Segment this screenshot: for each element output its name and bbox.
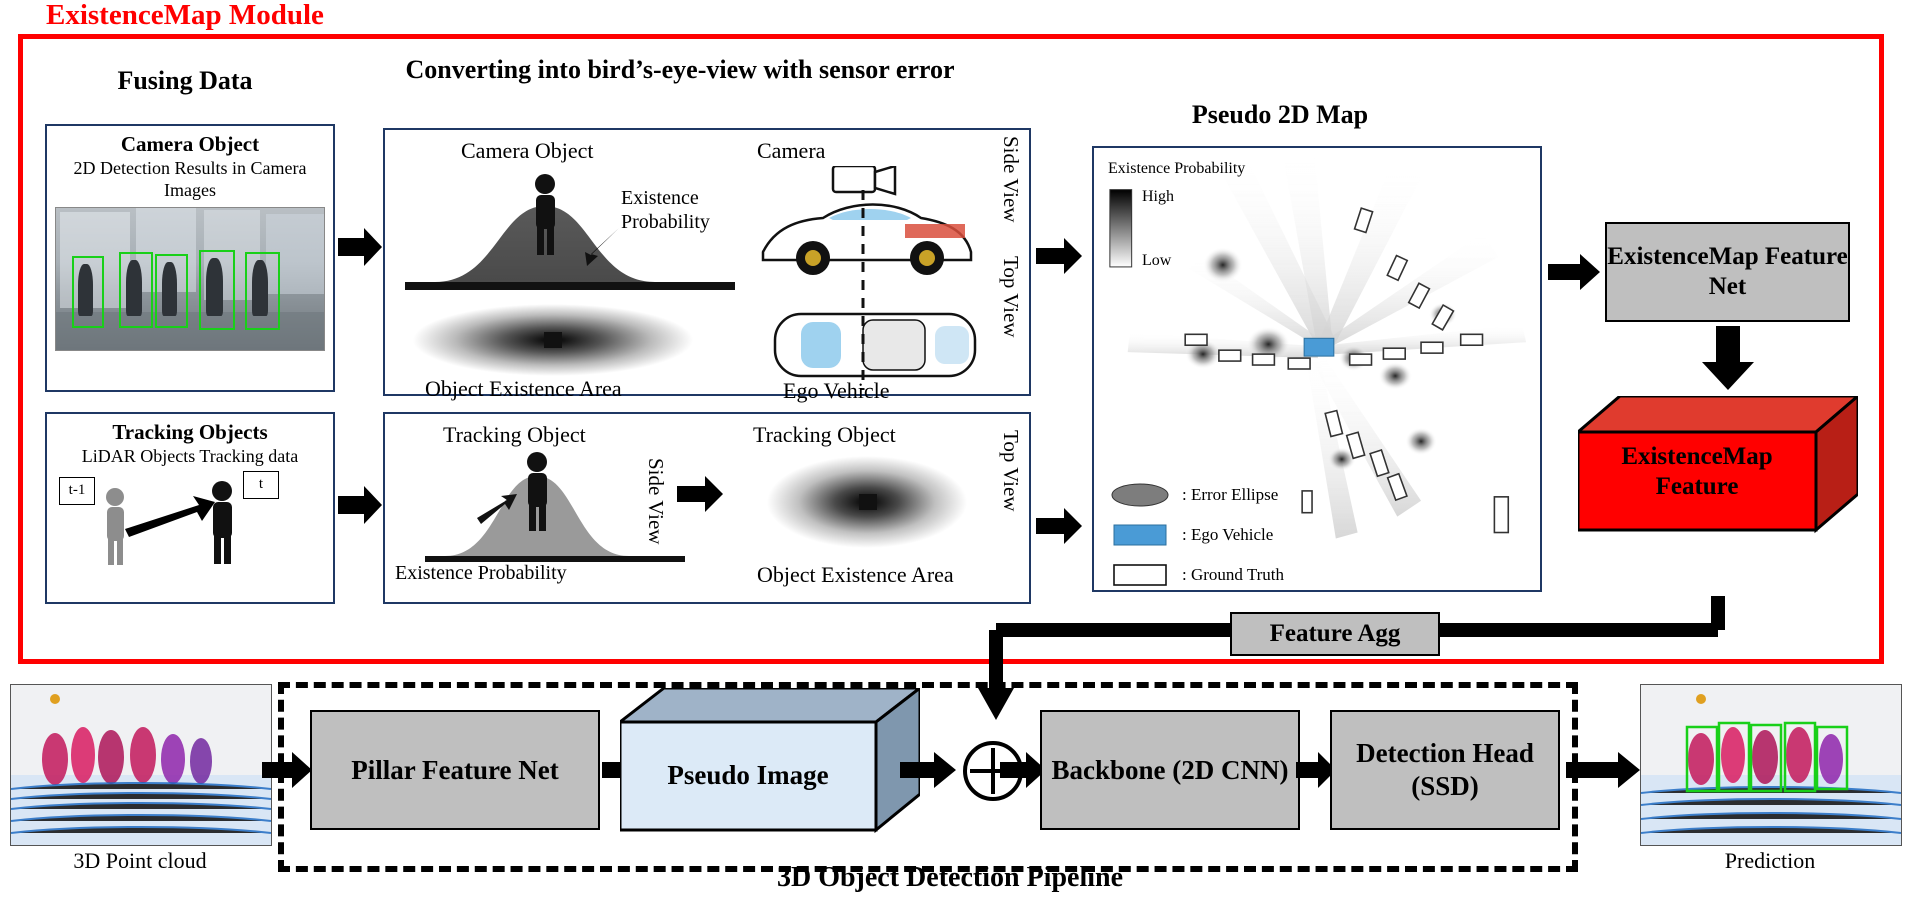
arrow-convert-bottom-to-map [1036,506,1082,546]
arrow-pointcloud-to-pillar [262,750,312,790]
side-view-label-bottom: Side View [644,458,668,545]
arrow-camera-to-convert [338,228,382,268]
prediction-caption: Prediction [1724,848,1816,873]
camera-object-subtitle: 2D Detection Results in Camera Images [73,158,307,200]
prediction-image [1640,684,1902,846]
colorbar-title: Existence Probability [1108,160,1246,177]
legend-error-ellipse-label: : Error Ellipse [1182,485,1279,504]
prediction-render [1641,685,1901,845]
legend-error-ellipse [1110,482,1278,508]
camera-object-panel [45,124,335,392]
legend-ego-vehicle [1110,522,1273,548]
existence-probability-label-top: Existence Probability [621,187,710,233]
point-cloud-render [11,685,271,845]
side-view-existence-curve [405,166,735,296]
arrow-tracking-to-convert [338,486,382,526]
pillar-feature-net-block[interactable]: Pillar Feature Net [310,710,600,830]
tracking-object-label-right: Tracking Object [753,422,896,447]
legend-ground-truth-label: : Ground Truth [1182,565,1285,584]
tracking-object-label-left: Tracking Object [443,422,586,447]
converting-heading: Converting into bird’s-eye-view with sensor error [405,55,955,84]
arrow-feature-net-to-feature [1700,326,1756,392]
camera-detection-image [55,207,325,351]
pseudo-image-label: Pseudo Image [667,760,829,790]
existencemap-feature-block[interactable] [1578,396,1858,536]
convert-bottom-panel [383,412,1031,604]
existencemap-feature-label: ExistenceMap Feature [1621,443,1773,500]
timestep-t-label: t [243,471,279,499]
pseudo-image-block[interactable] [620,688,920,838]
ego-vehicle-swatch [1110,522,1170,548]
backbone-block[interactable]: Backbone (2D CNN) [1040,710,1300,830]
top-view-label-top: Top View [999,256,1023,338]
fusing-data-heading: Fusing Data [117,66,253,95]
tracking-objects-title: Tracking Objects [112,420,268,444]
camera-object-label: Camera Object [461,138,594,163]
point-cloud-caption: 3D Point cloud [73,848,207,873]
ground-truth-swatch [1110,562,1170,588]
object-existence-area-label-bottom: Object Existence Area [757,562,954,587]
convert-top-panel [383,128,1031,403]
ego-vehicle-label: Ego Vehicle [783,378,890,403]
feature-agg-block[interactable]: Feature Agg [1230,612,1440,656]
point-cloud-image [10,684,272,846]
arrow-map-to-feature-net [1548,252,1600,292]
legend-ground-truth [1110,562,1284,588]
pipeline-title: 3D Object Detection Pipeline [776,862,1124,893]
arrow-detection-head-to-prediction [1566,750,1640,790]
pseudo-2d-map-heading: Pseudo 2D Map [1191,100,1369,129]
timestep-t-minus-1-label: t-1 [59,477,95,505]
camera-label: Camera [757,138,826,163]
arrow-convert-top-to-map [1036,236,1082,276]
detection-head-block[interactable]: Detection Head (SSD) [1330,710,1560,830]
tracking-objects-panel [45,412,335,604]
tracking-pedestrian-figures [47,471,337,575]
ego-vehicle-side-view [755,166,985,286]
pseudo-2d-map-panel [1092,146,1542,592]
legend-ego-vehicle-label: : Ego Vehicle [1182,525,1274,544]
error-ellipse-swatch [1110,482,1170,508]
colorbar-low-label: Low [1142,252,1172,269]
side-view-label-top: Side View [999,136,1023,223]
tracking-objects-subtitle: LiDAR Objects Tracking data [81,446,299,466]
colorbar-high-label: High [1142,188,1174,205]
camera-object-title: Camera Object [120,132,260,156]
object-existence-area-label-top: Object Existence Area [425,376,622,401]
arrow-pseudoimage-to-sum [900,750,956,790]
arrow-side-to-top-view [677,474,723,514]
camera-alignment-dashed-line [861,190,865,390]
object-existence-area-ellipse-bottom [737,450,1017,560]
top-view-label-bottom: Top View [999,430,1023,512]
existencemap-feature-net-block[interactable]: ExistenceMap Feature Net [1605,222,1850,322]
module-title: ExistenceMap Module [40,0,330,32]
existence-probability-label-bottom: Existence Probability [395,562,567,584]
